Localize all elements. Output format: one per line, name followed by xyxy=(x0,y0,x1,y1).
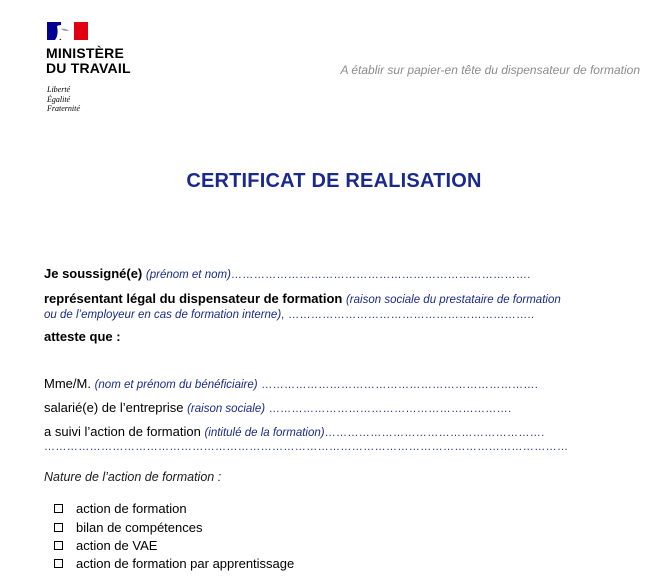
option-bilan-competences[interactable] xyxy=(54,520,202,535)
beneficiaire-line xyxy=(44,376,538,391)
salarie-blank[interactable]: ………………………………………………………. xyxy=(268,403,512,415)
mme-hint: (nom et prénom du bénéficiaire) xyxy=(94,379,258,391)
marianne-logo xyxy=(47,22,88,40)
suivi-line xyxy=(44,424,545,439)
motto-liberte: Liberté xyxy=(47,85,71,94)
ministry-name-line2: DU TRAVAIL xyxy=(46,60,131,76)
checkbox-icon[interactable] xyxy=(54,559,63,568)
checkbox-icon[interactable] xyxy=(54,504,63,513)
checkbox-icon[interactable] xyxy=(54,523,63,532)
representant-line xyxy=(44,291,561,306)
nature-label: Nature de l’action de formation : xyxy=(44,470,222,484)
suivi-blank[interactable]: …………………………………………………. xyxy=(324,427,545,439)
letterhead-note: A établir sur papier-en tête du dispensateur de formation xyxy=(340,63,640,77)
soussigne-blank[interactable]: ……………………………………………………………………. xyxy=(230,269,531,281)
ministry-name xyxy=(46,46,131,76)
salarie-line xyxy=(44,400,512,415)
mme-blank[interactable]: ………………………………………………………………. xyxy=(261,379,539,391)
motto-fraternite: Fraternité xyxy=(47,104,80,113)
representant-line2 xyxy=(44,306,534,321)
atteste-label: atteste que : xyxy=(44,329,121,344)
option-vae[interactable] xyxy=(54,538,157,553)
option-apprentissage[interactable] xyxy=(54,556,294,571)
option-action-formation[interactable] xyxy=(54,501,187,516)
salarie-hint: (raison sociale) xyxy=(187,403,266,415)
suivi-label: a suivi l’action de formation xyxy=(44,424,201,439)
motto-egalite: Égalité xyxy=(47,94,71,104)
soussigne-label: Je soussigné(e) xyxy=(44,266,143,281)
salarie-label: salarié(e) de l’entreprise xyxy=(44,400,184,415)
suivi-hint: (intitulé de la formation) xyxy=(204,427,325,439)
suivi-blank-2[interactable]: ………………………………………………………………………………………………………………………… xyxy=(44,441,569,453)
option-label: bilan de compétences xyxy=(76,520,203,535)
option-label: action de VAE xyxy=(76,538,158,553)
document-title: CERTIFICAT DE REALISATION xyxy=(186,170,482,192)
representant-label: représentant légal du dispensateur de formation xyxy=(44,291,343,306)
ministry-name-line1: MINISTÈRE xyxy=(46,45,125,61)
mme-label: Mme/M. xyxy=(44,376,91,391)
representant-blank[interactable]: , ……………………………………………………….. xyxy=(281,309,535,321)
soussigne-line xyxy=(44,266,531,281)
soussigne-hint: (prénom et nom) xyxy=(145,269,231,281)
checkbox-icon[interactable] xyxy=(54,541,63,550)
representant-hint-2: ou de l’employeur en cas de formation interne) xyxy=(44,309,282,321)
representant-hint: (raison sociale du prestataire de formation xyxy=(345,294,561,306)
option-label: action de formation xyxy=(76,501,187,516)
republic-motto xyxy=(47,85,80,114)
option-label: action de formation par apprentissage xyxy=(76,556,295,571)
